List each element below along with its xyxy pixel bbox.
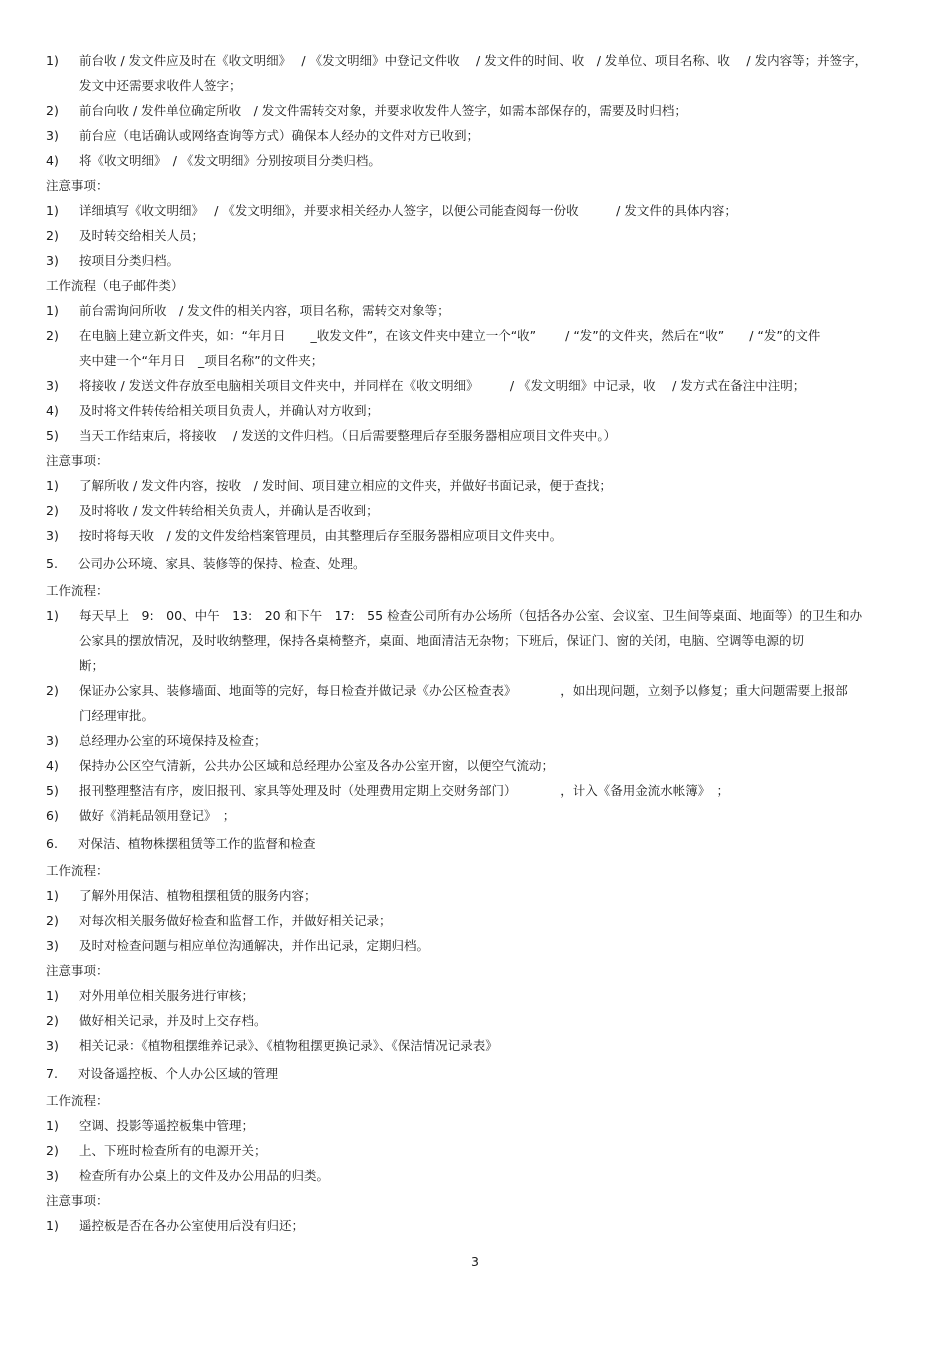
list-item-number: 5) (46, 428, 59, 443)
list-item-text (79, 248, 906, 273)
list-item-text (79, 803, 906, 828)
list-item-line: 每天早上 9: 00、中午 13: 20 和下午 17: 55 检查公司所有办公场所（包括各办公室、会议室、卫生间等桌面、地面等）的卫生和办 (79, 608, 863, 623)
list-item-line: 前台向收 / 发件单位确定所收 / 发文件需转交对象，并要求收发件人签字，如需本部保存的，需要及时归档； (79, 103, 687, 118)
list-item (46, 298, 906, 323)
list-item-line: 相关记录：《植物租摆维养记录》、《植物租摆更换记录》、《保洁情况记录表》 (79, 1038, 498, 1053)
list-item-text (79, 1113, 906, 1138)
list-item-text (79, 523, 906, 548)
list-item-text (79, 908, 906, 933)
list-item-number: 2) (46, 683, 59, 698)
section-label: 工作流程： (46, 1093, 109, 1108)
list-item-number: 1) (46, 608, 59, 623)
list-item-text (79, 98, 906, 123)
document-body (46, 48, 906, 1238)
list-item (46, 473, 906, 498)
list-item-number: 2) (46, 328, 59, 343)
list-item (46, 983, 906, 1008)
list-item-number: 1) (46, 53, 59, 68)
list-item-number: 2) (46, 913, 59, 928)
list-item-text (79, 778, 906, 803)
list-item-line: 前台应（电话确认或网络查询等方式）确保本人经办的文件对方已收到； (79, 128, 480, 143)
list-item (46, 98, 906, 123)
section-title: 公司办公环境、家具、装修等的保持、检查、处理。 (78, 556, 366, 571)
list-item (46, 123, 906, 148)
list-item-number: 3) (46, 253, 59, 268)
list-item-text (79, 983, 906, 1008)
list-item-number: 2) (46, 1143, 59, 1158)
list-item (46, 498, 906, 523)
list-item-number: 5) (46, 783, 59, 798)
list-item-line: 及时将收 / 发文件转给相关负责人，并确认是否收到； (79, 503, 379, 518)
list-item-number: 3) (46, 938, 59, 953)
list-item-text (79, 1138, 906, 1163)
list-item-line: 及时转交给相关人员； (79, 228, 205, 243)
list-item-text (79, 148, 906, 173)
list-item-line: 详细填写《收文明细》 / 《发文明细》，并要求相关经办人签字，以便公司能查阅每一份收 / 发文件的具体内容； (79, 203, 737, 218)
list-item-line: 断； (79, 658, 105, 673)
list-item-text (79, 753, 906, 778)
list-item-number: 1) (46, 303, 59, 318)
list-item-text (79, 1008, 906, 1033)
list-item-number: 4) (46, 153, 59, 168)
list-item-line: 门经理审批。 (79, 708, 155, 723)
list-item-text (79, 473, 906, 498)
list-item-number: 1) (46, 988, 59, 1003)
section-number: 7. (46, 1066, 58, 1081)
list-item-number: 1) (46, 478, 59, 493)
list-item (46, 778, 906, 803)
list-item-number: 3) (46, 733, 59, 748)
list-item (46, 1163, 906, 1188)
list-item-text (79, 1033, 906, 1058)
list-item (46, 1008, 906, 1033)
list-item-line: 按项目分类归档。 (79, 253, 180, 268)
section-label: 工作流程（电子邮件类） (46, 278, 184, 293)
list-item (46, 1033, 906, 1058)
list-item-text (79, 373, 906, 398)
list-item-line: 按时将每天收 / 发的文件发给档案管理员，由其整理后存至服务器相应项目文件夹中。 (79, 528, 563, 543)
section-heading (46, 828, 906, 858)
section-label: 注意事项： (46, 963, 109, 978)
list-item-number: 4) (46, 758, 59, 773)
list-item-text (79, 883, 906, 908)
list-item-text (79, 323, 906, 373)
list-item-text (79, 123, 906, 148)
list-item-number: 3) (46, 528, 59, 543)
list-item-line: 前台收 / 发文件应及时在《收文明细》 / 《发文明细》中登记文件收 / 发文件的时间、收 / 发单位、项目名称、收 / 发内容等；并签字， (79, 53, 868, 68)
list-item (46, 248, 906, 273)
list-item-line: 总经理办公室的环境保持及检查； (79, 733, 267, 748)
list-item (46, 373, 906, 398)
list-item-line: 及时将文件转传给相关项目负责人，并确认对方收到； (79, 403, 380, 418)
list-item-line: 前台需询问所收 / 发文件的相关内容，项目名称，需转交对象等； (79, 303, 450, 318)
section-heading (46, 1058, 906, 1088)
section-label: 工作流程： (46, 583, 109, 598)
section-label: 注意事项： (46, 1193, 109, 1208)
list-item (46, 423, 906, 448)
list-item-line: 发文中还需要求收件人签字； (79, 78, 242, 93)
list-item-line: 做好相关记录，并及时上交存档。 (79, 1013, 267, 1028)
section-title: 对保洁、植物株摆租赁等工作的监督和检查 (78, 836, 316, 851)
list-item-number: 3) (46, 378, 59, 393)
list-item (46, 803, 906, 828)
section-heading (46, 548, 906, 578)
list-item-number: 3) (46, 1038, 59, 1053)
list-item-number: 1) (46, 203, 59, 218)
list-item (46, 48, 906, 98)
list-item (46, 398, 906, 423)
list-item (46, 1213, 906, 1238)
list-item-line: 了解所收 / 发文件内容，按收 / 发时间、项目建立相应的文件夹，并做好书面记录，便于查找； (79, 478, 612, 493)
list-item-line: 了解外用保洁、植物租摆租赁的服务内容； (79, 888, 317, 903)
list-item (46, 728, 906, 753)
section-label: 注意事项： (46, 453, 109, 468)
list-item-line: 公家具的摆放情况，及时收纳整理，保持各桌椅整齐，桌面、地面清洁无杂物；下班后，保证门、窗的关闭，电脑、空调等电源的切 (79, 633, 805, 648)
list-item-text (79, 48, 906, 98)
list-item-text (79, 728, 906, 753)
list-item-line: 保证办公家具、装修墙面、地面等的完好，每日检查并做记录《办公区检查表》 ，如出现问题，立刻予以修复；重大问题需要上报部 (79, 683, 848, 698)
list-item (46, 1138, 906, 1163)
list-item-line: 检查所有办公桌上的文件及办公用品的归类。 (79, 1168, 330, 1183)
list-item-line: 空调、投影等遥控板集中管理； (79, 1118, 255, 1133)
list-item-line: 及时对检查问题与相应单位沟通解决，并作出记录，定期归档。 (79, 938, 430, 953)
page-number: 3 (471, 1254, 479, 1269)
list-item-text (79, 498, 906, 523)
list-item-line: 对外用单位相关服务进行审核； (79, 988, 255, 1003)
list-item (46, 883, 906, 908)
list-item-text (79, 298, 906, 323)
list-item-number: 1) (46, 888, 59, 903)
list-item-number: 2) (46, 1013, 59, 1028)
list-item (46, 198, 906, 223)
list-item-line: 夹中建一个“年月日 _项目名称”的文件夹； (79, 353, 324, 368)
list-item-line: 遥控板是否在各办公室使用后没有归还； (79, 1218, 305, 1233)
list-item-text (79, 198, 906, 223)
list-item-line: 做好《消耗品领用登记》 ； (79, 808, 236, 823)
list-item (46, 323, 906, 373)
section-number: 6. (46, 836, 58, 851)
list-item (46, 678, 906, 728)
list-item-text (79, 603, 906, 678)
list-item-text (79, 678, 906, 728)
list-item-line: 保持办公区空气清新，公共办公区域和总经理办公室及各办公室开窗，以便空气流动； (79, 758, 555, 773)
list-item (46, 753, 906, 778)
list-item (46, 223, 906, 248)
list-item-number: 2) (46, 503, 59, 518)
list-item-number: 2) (46, 103, 59, 118)
list-item-line: 将接收 / 发送文件存放至电脑相关项目文件夹中，并同样在《收文明细》 / 《发文明细》中记录，收 / 发方式在备注中注明； (79, 378, 806, 393)
list-item-number: 2) (46, 228, 59, 243)
list-item-text (79, 1163, 906, 1188)
section-number: 5. (46, 556, 58, 571)
list-item-number: 3) (46, 128, 59, 143)
list-item-number: 3) (46, 1168, 59, 1183)
list-item-line: 报刊整理整洁有序，废旧报刊、家具等处理及时（处理费用定期上交财务部门） ，计入《备用金流水帐簿》 ； (79, 783, 730, 798)
section-title: 对设备遥控板、个人办公区域的管理 (78, 1066, 279, 1081)
list-item-line: 对每次相关服务做好检查和监督工作，并做好相关记录； (79, 913, 392, 928)
list-item-line: 将《收文明细》 / 《发文明细》分别按项目分类归档。 (79, 153, 381, 168)
list-item-text (79, 1213, 906, 1238)
list-item-number: 6) (46, 808, 59, 823)
section-label: 工作流程： (46, 863, 109, 878)
list-item (46, 1113, 906, 1138)
list-item (46, 523, 906, 548)
list-item (46, 908, 906, 933)
list-item-text (79, 223, 906, 248)
list-item-number: 1) (46, 1218, 59, 1233)
list-item (46, 148, 906, 173)
list-item (46, 933, 906, 958)
list-item-number: 4) (46, 403, 59, 418)
list-item-text (79, 398, 906, 423)
list-item (46, 603, 906, 678)
list-item-line: 上、下班时检查所有的电源开关； (79, 1143, 267, 1158)
list-item-line: 在电脑上建立新文件夹，如：“年月日 _收发文件”，在该文件夹中建立一个“收” / “发”的文件夹，然后在“收” / “发”的文件 (79, 328, 821, 343)
list-item-text (79, 423, 906, 448)
list-item-text (79, 933, 906, 958)
list-item-number: 1) (46, 1118, 59, 1133)
section-label: 注意事项： (46, 178, 109, 193)
list-item-line: 当天工作结束后，将接收 / 发送的文件归档。（日后需要整理后存至服务器相应项目文件夹中。） (79, 428, 617, 443)
